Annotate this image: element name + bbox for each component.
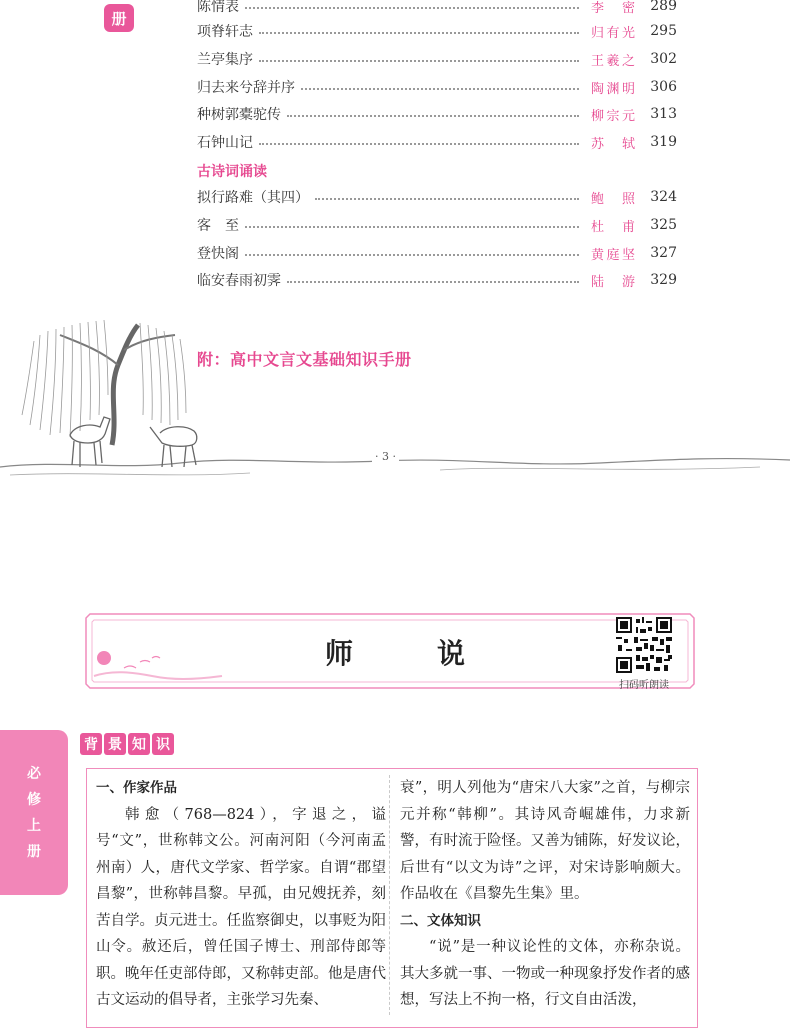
toc-entry-author: 陆游: [591, 274, 635, 290]
toc-entry[interactable]: [197, 102, 677, 126]
heading-char: 景: [104, 733, 126, 755]
lesson-title: 师 说: [324, 637, 493, 670]
toc-dot-leader: [287, 281, 579, 283]
author-bio-continued: 衰”，明人列他为“唐宋八大家”之首，与柳宗元并称“韩柳”。其诗风奇崛雄伟，力求新警，有时流于险怪。又善为铺陈，好发议论，后世有“以文为诗”之评，对宋诗影响颇大。作品收在《昌黎先生集》里。: [400, 780, 690, 902]
toc-entry-author: 柳宗元: [591, 108, 635, 124]
side-tab-char: 上: [27, 817, 41, 834]
toc-entry-page: 289: [650, 0, 677, 14]
author-works-heading: 一、作家作品: [96, 780, 177, 796]
toc-entry-page: 295: [650, 23, 677, 39]
toc-entry-title: 归去来兮辞并序: [197, 80, 295, 96]
toc-dot-leader: [301, 88, 579, 90]
toc-entry[interactable]: [197, 0, 677, 18]
toc-entry-page: 327: [650, 245, 677, 261]
heading-char: 背: [80, 733, 102, 755]
heading-char: 知: [128, 733, 150, 755]
toc-dot-leader: [287, 115, 579, 117]
toc-entry-title: 登快阁: [197, 246, 239, 262]
toc-entry-title: 陈情表: [197, 0, 239, 15]
qr-caption: 扫码听朗读: [619, 680, 669, 691]
toc-dot-leader: [259, 32, 579, 34]
toc-entry[interactable]: [197, 130, 677, 154]
toc-entry-title: 拟行路难（其四）: [197, 190, 309, 206]
toc-dot-leader: [245, 254, 579, 256]
toc-dot-leader: [315, 198, 579, 200]
column-divider: [389, 775, 390, 1015]
side-tab-char: 修: [27, 791, 41, 808]
volume-tab: 册: [104, 4, 134, 32]
genre-paragraph: “说”是一种议论性的文体，亦称杂说。其大多就一事、一物或一种现象抒发作者的感想，写法上不拘一格，行文自由活泼，: [400, 939, 690, 1008]
toc-entry[interactable]: [197, 213, 677, 237]
heading-char: 识: [152, 733, 174, 755]
toc-entry-title: 石钟山记: [197, 135, 253, 151]
willow-horse-illustration: [0, 295, 790, 495]
toc-entry-title: 兰亭集序: [197, 52, 253, 68]
toc-entry-author: 黄庭坚: [591, 247, 635, 263]
toc-entry-author: 李密: [591, 0, 635, 16]
toc-entry-author: 鲍照: [591, 191, 635, 207]
toc-dot-leader: [259, 60, 579, 62]
side-tab-char: 册: [27, 843, 41, 860]
toc-entry[interactable]: [197, 241, 677, 265]
toc-entry-author: 杜甫: [591, 219, 635, 235]
toc-entry-title: 项脊轩志: [197, 24, 253, 40]
toc-entry-page: 306: [650, 79, 677, 95]
section-title: 古诗词诵读: [197, 164, 267, 180]
author-bio-paragraph: 韩愈（768—824），字退之，谥号“文”，世称韩文公。河南河阳（今河南孟州南）人，唐代文学家、哲学家。自谓“郡望昌黎”，世称韩昌黎。早孤，由兄嫂抚养，刻苦自学。贞元进士。任监察御史，以事贬为阳山令。赦还后，曾任国子博士、刑部侍郎等职。晚年任吏部侍郎，又称韩吏部。他是唐代古文运动的倡导者，主张学习先秦、: [96, 806, 386, 1008]
genre-knowledge-heading: 二、文体知识: [400, 912, 481, 929]
toc-entry-title: 客 至: [197, 218, 239, 234]
background-knowledge-heading: [80, 733, 174, 755]
toc-entry-page: 329: [650, 272, 677, 288]
right-column: [400, 775, 690, 1014]
toc-entry-page: 302: [650, 51, 677, 67]
appendix-title[interactable]: 附：高中文言文基础知识手册: [197, 350, 412, 369]
left-column: [96, 775, 386, 1014]
toc-entry-page: 325: [650, 217, 677, 233]
toc-dot-leader: [259, 143, 579, 145]
toc-entry-author: 陶渊明: [591, 81, 635, 97]
toc-entry-page: 324: [650, 189, 677, 205]
volume-side-tab: [0, 730, 68, 895]
toc-entry-author: 苏轼: [591, 136, 635, 152]
toc-entry[interactable]: [197, 19, 677, 43]
toc-entry-title: 种树郭橐驼传: [197, 107, 281, 123]
toc-entry-page: 313: [650, 106, 677, 122]
toc-entry[interactable]: [197, 75, 677, 99]
toc-entry[interactable]: [197, 185, 677, 209]
toc-entry[interactable]: [197, 47, 677, 71]
toc-dot-leader: [245, 226, 579, 228]
toc-entry-title: 临安春雨初霁: [197, 273, 281, 289]
toc-dot-leader: [245, 7, 579, 9]
qr-code-icon[interactable]: [616, 617, 672, 673]
side-tab-char: 必: [27, 765, 41, 782]
toc-entry-author: 王羲之: [591, 53, 635, 69]
page-number: · 3 ·: [372, 450, 399, 463]
toc-entry-author: 归有光: [591, 25, 635, 41]
toc-entry-page: 319: [650, 134, 677, 150]
toc-entry[interactable]: [197, 268, 677, 292]
